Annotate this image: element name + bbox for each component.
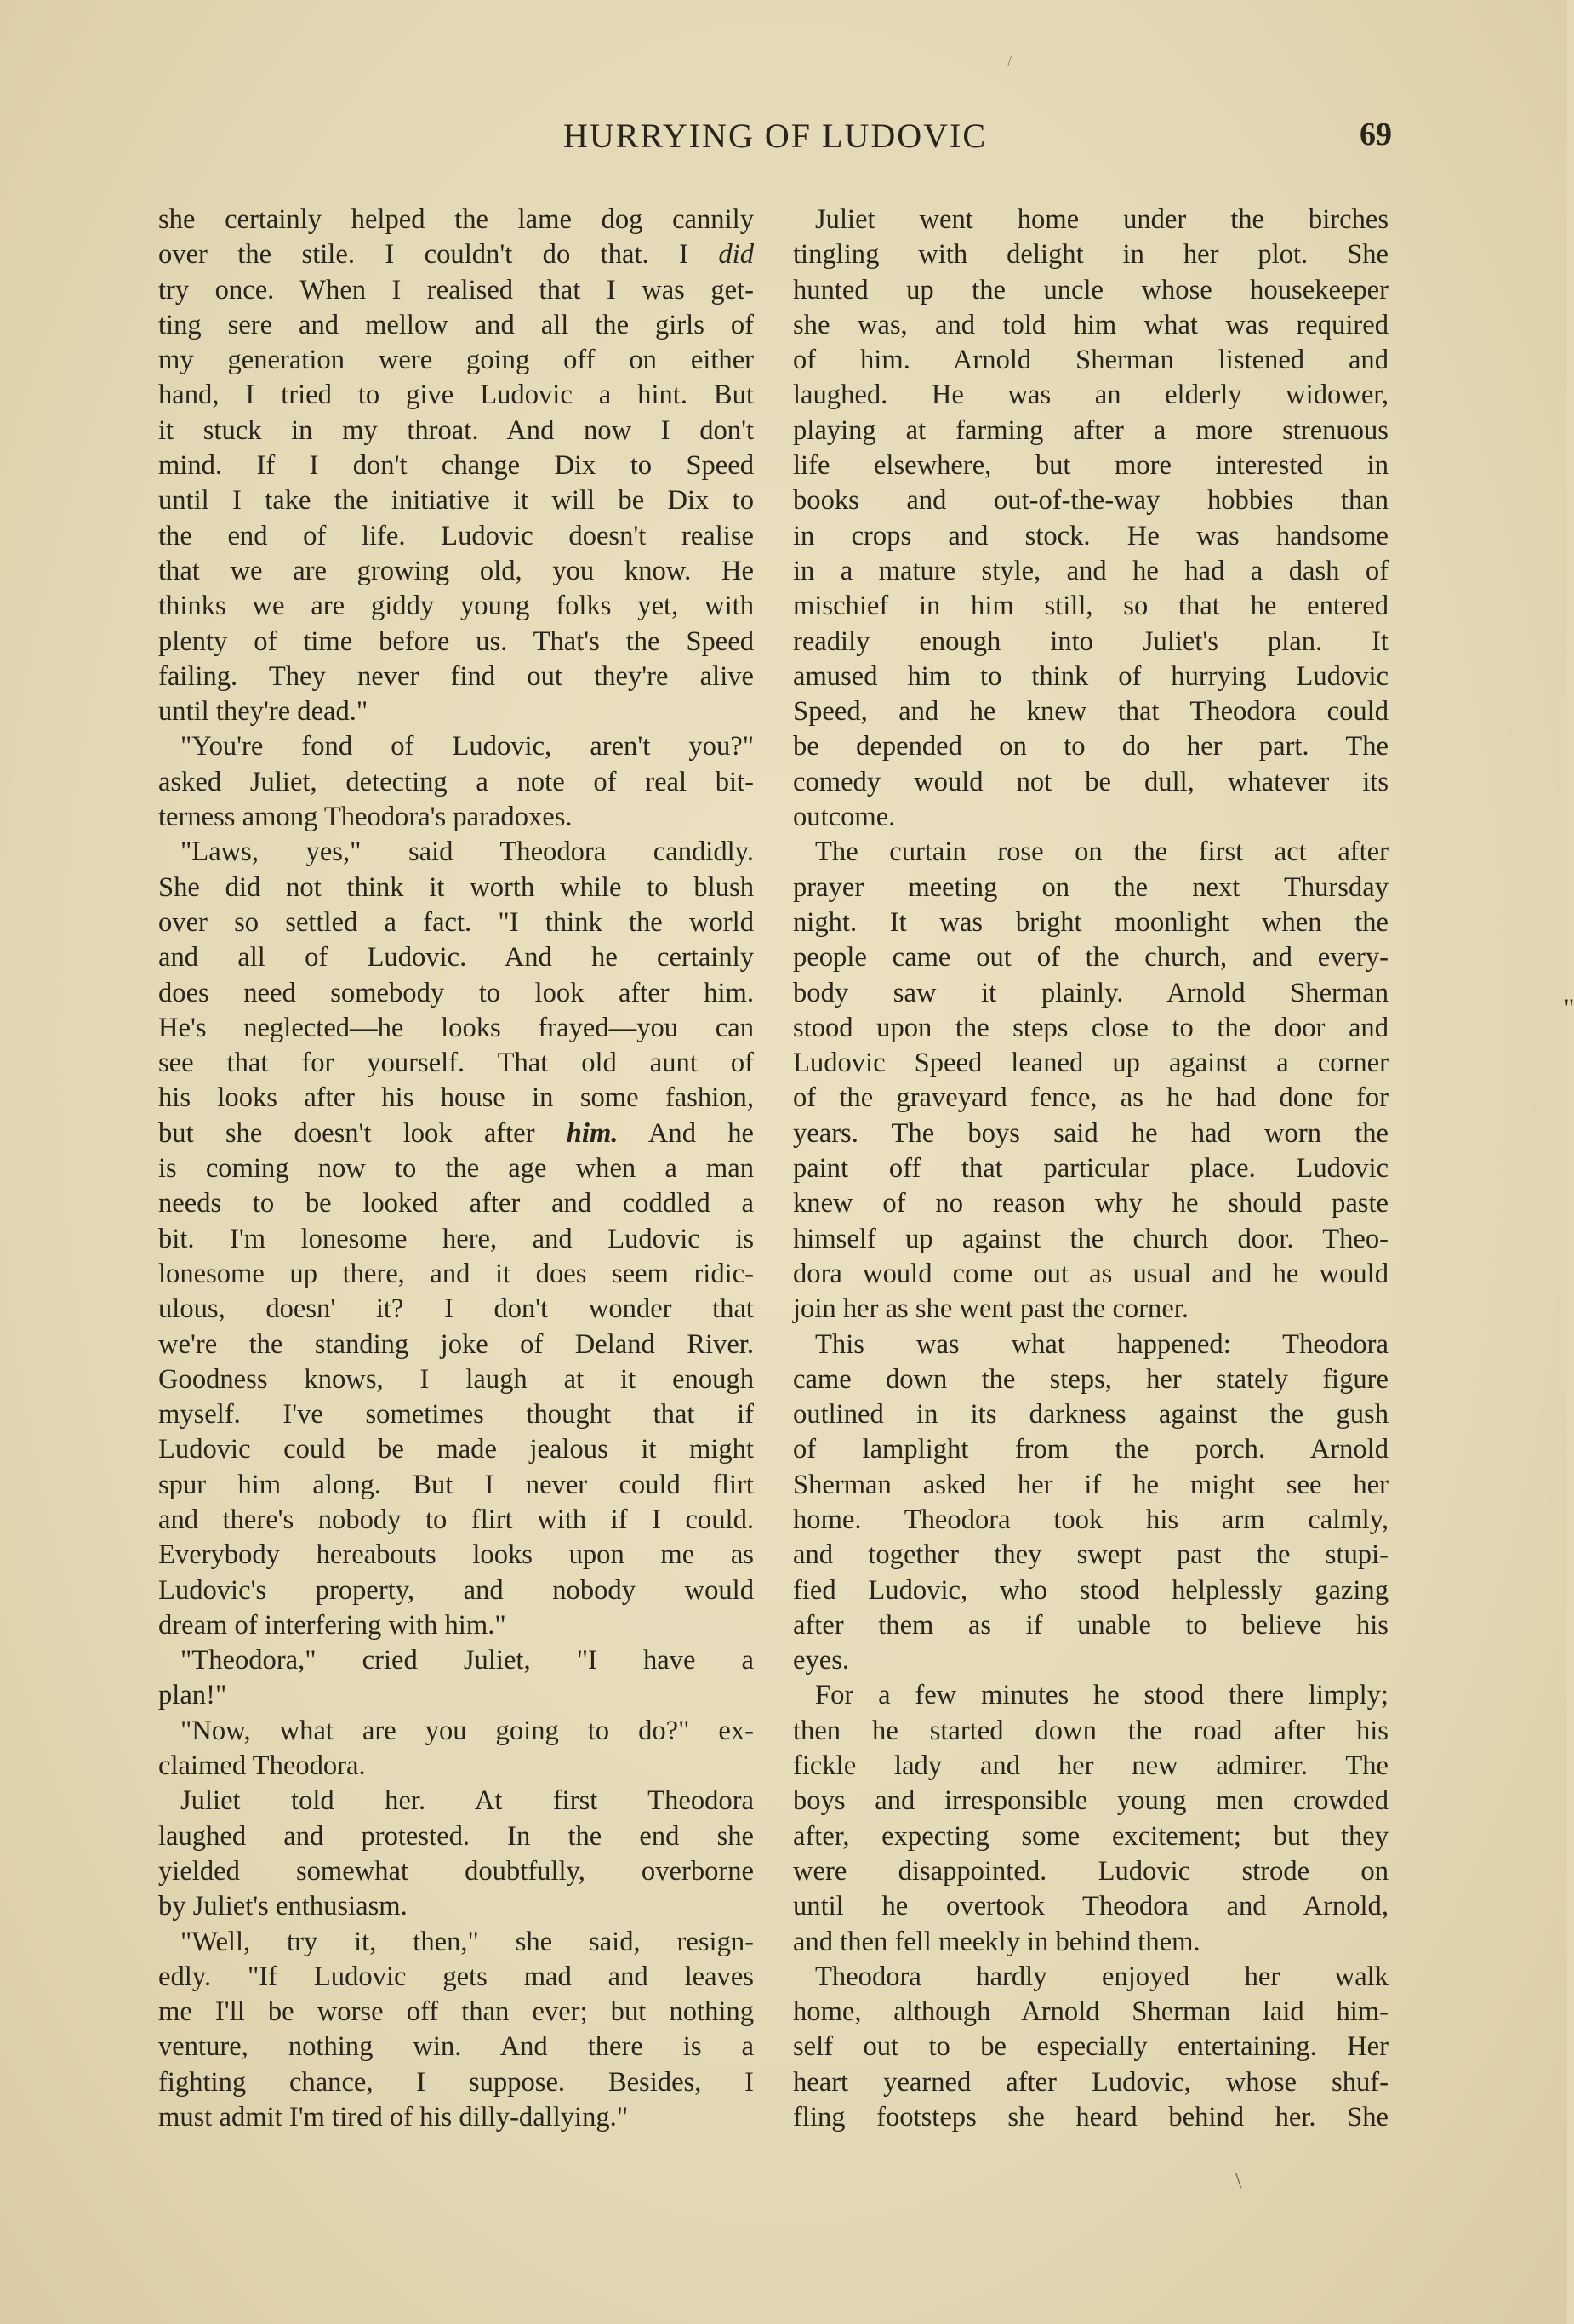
text-line: The curtain rose on the first act after <box>815 837 1389 868</box>
text-line: Ludovic could be made jealous it might <box>158 1434 754 1465</box>
text-line: terness among Theodora's paradoxes. <box>158 802 573 833</box>
text-line: by Juliet's enthusiasm. <box>158 1891 408 1922</box>
text-line: "Now, what are you going to do?" ex- <box>180 1715 754 1746</box>
text-line: tingling with delight in her plot. She <box>793 239 1389 271</box>
text-line: claimed Theodora. <box>158 1750 366 1782</box>
right-text-column <box>793 203 1389 2135</box>
text-line: playing at farming after a more strenuous <box>793 414 1389 446</box>
text-line: laughed and protested. In the end she <box>158 1820 754 1852</box>
text-line: that we are growing old, you know. He <box>158 555 754 586</box>
text-line: life elsewhere, but more interested in <box>793 450 1389 482</box>
text-line: yielded somewhat doubtfully, overborne <box>158 1855 754 1887</box>
text-line: after them as if unable to believe his <box>793 1609 1389 1641</box>
text-line: paint off that particular place. Ludovic <box>793 1153 1389 1185</box>
text-line: Theodora hardly enjoyed her walk <box>815 1961 1389 1992</box>
text-line: Juliet told her. At first Theodora <box>180 1785 754 1817</box>
text-line: outcome. <box>793 802 896 833</box>
text-line: asked Juliet, detecting a note of real bit- <box>158 766 754 797</box>
text-line: until I take the initiative it will be Dix to <box>158 485 754 517</box>
text-line: home. Theodora took his arm calmly, <box>793 1504 1389 1535</box>
text-line: Sherman asked her if he might see her <box>793 1469 1389 1500</box>
text-line: fied Ludovic, who stood helplessly gazing <box>793 1574 1389 1606</box>
text-line: mischief in him still, so that he entered <box>793 591 1389 622</box>
text-line: edly. "If Ludovic gets mad and leaves <box>158 1961 754 1992</box>
text-line: night. It was bright moonlight when the <box>793 906 1389 938</box>
text-line: people came out of the church, and every- <box>793 942 1389 974</box>
text-line: and then fell meekly in behind them. <box>793 1926 1200 1957</box>
text-line: until he overtook Theodora and Arnold, <box>793 1891 1389 1922</box>
text-line: the end of life. Ludovic doesn't realise <box>158 520 754 551</box>
text-line: she was, and told him what was required <box>793 309 1389 340</box>
text-line: Everybody hereabouts looks upon me as <box>158 1539 754 1571</box>
text-line: plenty of time before us. That's the Speed <box>158 625 754 657</box>
text-line: after, expecting some excitement; but they <box>793 1820 1389 1852</box>
text-line: "Laws, yes," said Theodora candidly. <box>180 837 754 868</box>
text-line: of the graveyard fence, as he had done for <box>793 1082 1389 1114</box>
text-line: we're the standing joke of Deland River. <box>158 1328 754 1360</box>
text-line: He's neglected—he looks frayed—you can <box>158 1012 754 1043</box>
text-line: dream of interfering with him." <box>158 1609 506 1641</box>
text-line: himself up against the church door. Theo- <box>793 1223 1389 1254</box>
text-line: Goodness knows, I laugh at it enough <box>158 1363 754 1395</box>
text-line: self out to be especially entertaining. Her <box>793 2031 1389 2063</box>
text-line: she certainly helped the lame dog cannily <box>158 204 754 235</box>
text-line: readily enough into Juliet's plan. It <box>793 625 1389 657</box>
text-line: were disappointed. Ludovic strode on <box>793 1855 1389 1887</box>
text-line: over the stile. I couldn't do that. I did <box>158 239 754 271</box>
text-line: "Well, try it, then," she said, resign- <box>180 1926 754 1957</box>
text-line: outlined in its darkness against the gush <box>793 1399 1389 1430</box>
text-line: Juliet went home under the birches <box>815 204 1389 235</box>
text-line: For a few minutes he stood there limply; <box>815 1680 1389 1711</box>
text-line: stood upon the steps close to the door and <box>793 1012 1389 1043</box>
text-line: mind. If I don't change Dix to Speed <box>158 450 754 482</box>
text-line: bit. I'm lonesome here, and Ludovic is <box>158 1223 754 1254</box>
text-line: of lamplight from the porch. Arnold <box>793 1434 1389 1465</box>
text-line: and all of Ludovic. And he certainly <box>158 942 754 974</box>
text-line: ulous, doesn' it? I don't wonder that <box>158 1293 754 1325</box>
text-line: but she doesn't look after him. And he <box>158 1117 754 1149</box>
text-line: came down the steps, her stately figure <box>793 1363 1389 1395</box>
text-line: and there's nobody to flirt with if I could. <box>158 1504 754 1535</box>
text-line: spur him along. But I never could flirt <box>158 1469 754 1500</box>
text-line: lonesome up there, and it does seem ridic- <box>158 1258 754 1289</box>
text-line: Ludovic's property, and nobody would <box>158 1574 754 1606</box>
running-title: HURRYING OF LUDOVIC <box>562 117 988 155</box>
text-line: fighting chance, I suppose. Besides, I <box>158 2066 754 2098</box>
text-line: over so settled a fact. "I think the world <box>158 906 754 938</box>
running-head <box>158 116 1392 167</box>
text-line: fling footsteps she heard behind her. She <box>793 2102 1389 2133</box>
text-line: years. The boys said he had worn the <box>793 1117 1389 1149</box>
text-line: does need somebody to look after him. <box>158 977 754 1008</box>
text-line: comedy would not be dull, whatever its <box>793 766 1389 797</box>
text-line: see that for yourself. That old aunt of <box>158 1048 754 1079</box>
text-line: needs to be looked after and coddled a <box>158 1188 754 1219</box>
text-line: thinks we are giddy young folks yet, with <box>158 591 754 622</box>
text-line: it stuck in my throat. And now I don't <box>158 414 754 446</box>
text-line: dora would come out as usual and he would <box>793 1258 1389 1289</box>
text-line: is coming now to the age when a man <box>158 1153 754 1185</box>
text-line: failing. They never find out they're alive <box>158 660 754 692</box>
text-line: laughed. He was an elderly widower, <box>793 380 1389 411</box>
text-line: hunted up the uncle whose housekeeper <box>793 274 1389 305</box>
text-line: knew of no reason why he should paste <box>793 1188 1389 1219</box>
text-line: home, although Arnold Sherman laid him- <box>793 1996 1389 2028</box>
text-line: venture, nothing win. And there is a <box>158 2031 754 2063</box>
text-line: hand, I tried to give Ludovic a hint. But <box>158 380 754 411</box>
text-line: plan!" <box>158 1680 227 1711</box>
top-margin-mark: / <box>1007 53 1012 70</box>
text-line: try once. When I realised that I was get- <box>158 274 754 305</box>
text-line: body saw it plainly. Arnold Sherman <box>793 977 1389 1008</box>
text-line: join her as she went past the corner. <box>793 1293 1189 1325</box>
text-line: heart yearned after Ludovic, whose shuf- <box>793 2066 1389 2098</box>
text-line: myself. I've sometimes thought that if <box>158 1399 754 1430</box>
text-line: amused him to think of hurrying Ludovic <box>793 660 1389 692</box>
text-line: fickle lady and her new admirer. The <box>793 1750 1389 1782</box>
text-line: in a mature style, and he had a dash of <box>793 555 1389 586</box>
text-line: and together they swept past the stupi- <box>793 1539 1389 1571</box>
text-line: then he started down the road after his <box>793 1715 1389 1746</box>
text-line: be depended on to do her part. The <box>793 731 1389 762</box>
page-number: 69 <box>1360 117 1392 152</box>
text-line: must admit I'm tired of his dilly-dallying." <box>158 2102 629 2133</box>
text-line: "Theodora," cried Juliet, "I have a <box>180 1645 754 1676</box>
text-line: until they're dead." <box>158 696 368 728</box>
text-line: Speed, and he knew that Theodora could <box>793 696 1389 728</box>
text-line: Ludovic Speed leaned up against a corner <box>793 1048 1389 1079</box>
text-line: This was what happened: Theodora <box>815 1328 1389 1360</box>
text-line: books and out-of-the-way hobbies than <box>793 485 1389 517</box>
right-edge-mark: " <box>1564 994 1574 1022</box>
text-line: prayer meeting on the next Thursday <box>793 871 1389 903</box>
text-line: my generation were going off on either <box>158 345 754 376</box>
text-line: She did not think it worth while to blush <box>158 871 754 903</box>
text-line: me I'll be worse off than ever; but nothing <box>158 1996 754 2028</box>
text-line: "You're fond of Ludovic, aren't you?" <box>180 731 754 762</box>
text-line: boys and irresponsible young men crowded <box>793 1785 1389 1817</box>
text-line: in crops and stock. He was handsome <box>793 520 1389 551</box>
text-line: ting sere and mellow and all the girls of <box>158 309 754 340</box>
text-line: his looks after his house in some fashion, <box>158 1082 754 1114</box>
bottom-margin-mark: \ <box>1235 2168 1242 2193</box>
text-line: of him. Arnold Sherman listened and <box>793 345 1389 376</box>
text-line: eyes. <box>793 1645 850 1676</box>
left-text-column <box>158 203 754 2135</box>
